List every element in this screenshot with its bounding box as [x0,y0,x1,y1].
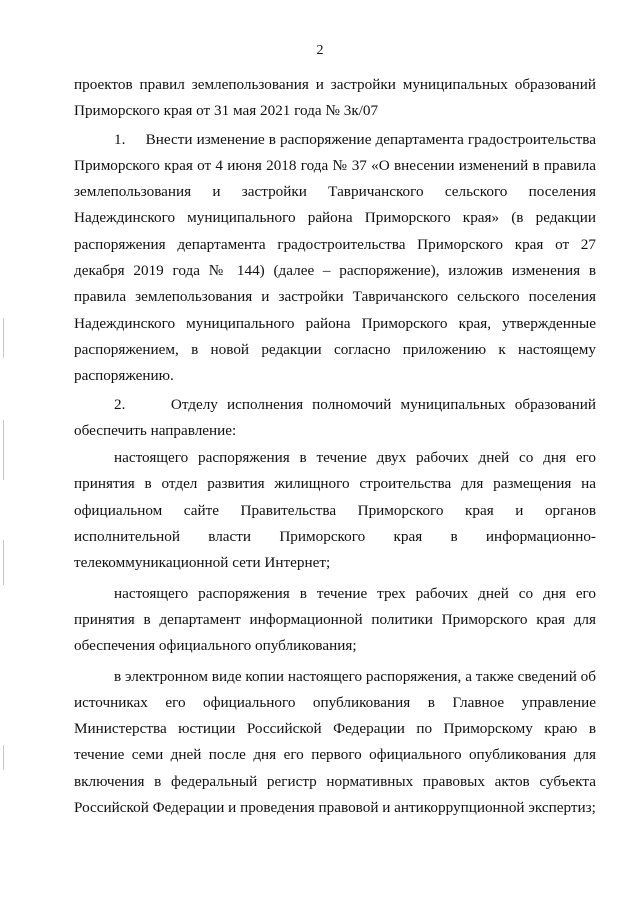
paragraph-ministry-of-justice: в электронном виде копии настоящего распоряжения, а также сведений об источниках его официального опубликования в Главное управление Министерства юстиции Российской Федерации по Приморскому краю в течение семи дней после дня его первого официального опубликования для включения в федеральный регистр нормативных правовых актов субъекта Российской Федерации и проведения правовой и антикоррупционной экспертиз; [74,667,596,817]
paragraph-item-2: 2. Отделу исполнения полномочий муниципальных образований обеспечить направление: [74,395,596,439]
document-body [74,72,596,821]
scan-artifact [3,318,4,358]
scan-artifact [3,420,4,480]
scan-artifact [3,745,4,770]
page-number: 2 [316,43,324,58]
scan-artifact [3,540,4,585]
paragraph-item-1: 1. Внести изменение в распоряжение департамента градостроительства Приморского края от 4 июня 2018 года № 37 «О внесении изменений в правила землепользования и застройки Тавричанского сельского поселения Надеждинского муниципального района Приморского края» (в редакции распоряжения департамента градостроительства Приморского края от 27 декабря 2019 года № 144) (далее – распоряжение), изложив изменения в правила землепользования и застройки Тавричанского сельского поселения Надеждинского муниципального района Приморского края, утвержденные распоряжением, в новой редакции согласно приложению к настоящему распоряжению. [74,130,596,385]
paragraph-website-publication: настоящего распоряжения в течение двух рабочих дней со дня его принятия в отдел развития жилищного строительства для размещения на официальном сайте Правительства Приморского края и органов исполнительной власти Приморского края в информационно-телекоммуникационной сети Интернет; [74,449,596,572]
paragraph-official-publication: настоящего распоряжения в течение трех рабочих дней со дня его принятия в департамент информационной политики Приморского края для обеспечения официального опубликования; [74,584,596,655]
paragraph-continuation: проектов правил землепользования и застройки муниципальных образований Приморского края от 31 мая 2021 года № 3к/07 [74,76,596,120]
